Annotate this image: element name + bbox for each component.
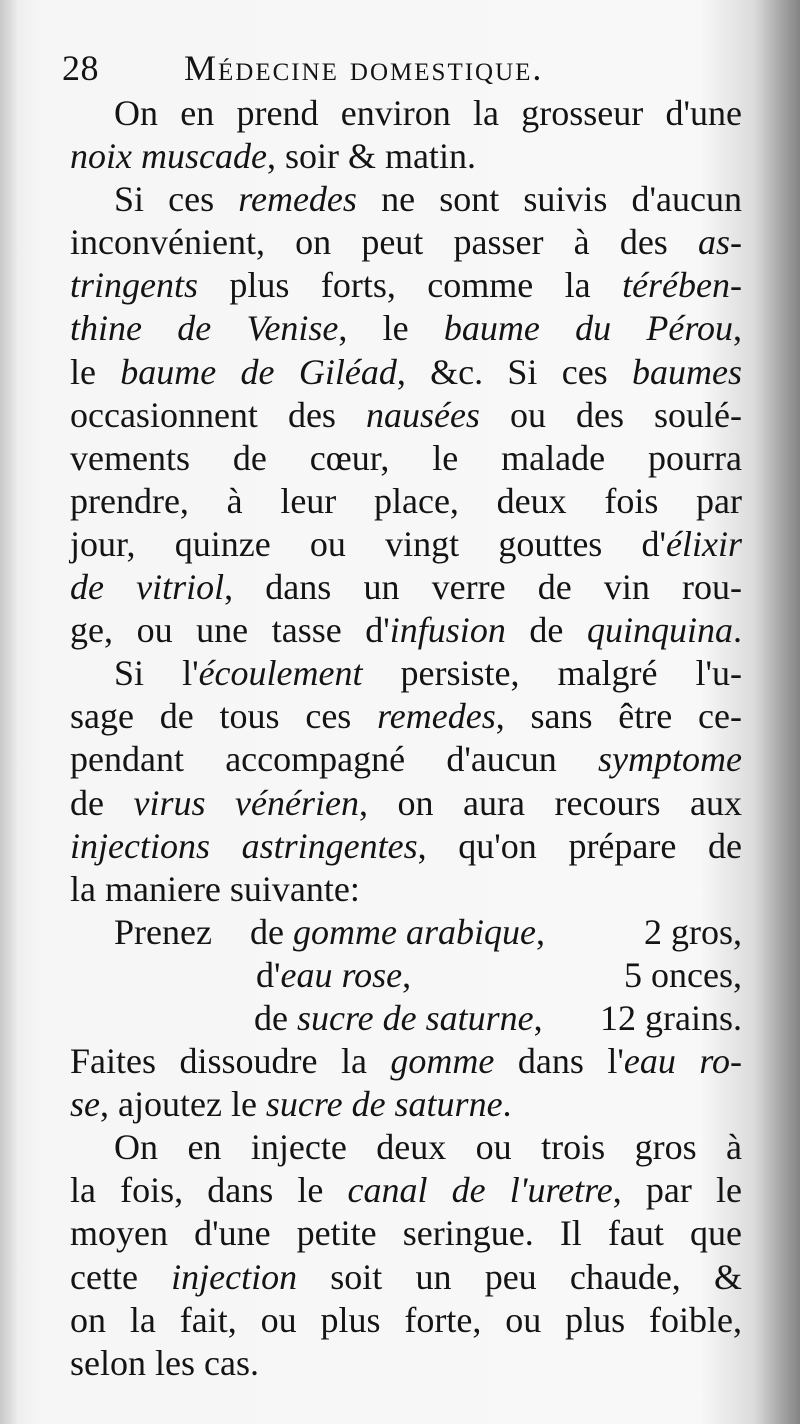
text-line [70, 1083, 742, 1126]
text-run: on la fait, ou plus forte, ou plus foible, [70, 1299, 742, 1340]
text-run: vements de cœur, le malade pourra [70, 437, 742, 478]
text-line [70, 782, 742, 825]
recipe-quantity: 5 onces, [624, 954, 742, 995]
text-run: On en injecte deux ou trois gros à [114, 1127, 742, 1168]
italic-term: nausées [365, 394, 480, 435]
text-run: jour, quinze ou vingt gouttes d' [70, 523, 667, 564]
text-run: . [733, 610, 742, 651]
text-line [70, 1126, 742, 1169]
italic-term: injections astringentes [70, 825, 418, 866]
text-run: de [505, 610, 587, 651]
text-run: selon les cas. [70, 1342, 259, 1383]
text-run: , sans être ce- [495, 696, 742, 737]
text-run: , le [338, 308, 444, 349]
text-run: ou des soulé- [479, 394, 742, 435]
italic-term: se [70, 1084, 100, 1125]
ingredient-name: eau rose [280, 954, 403, 995]
ingredient-name: sucre de saturne [296, 997, 534, 1038]
text-line [70, 652, 742, 695]
text-run: On en prend environ la grosseur d'une [114, 93, 742, 133]
text-run: ne sont suivis d'aucun [356, 179, 742, 220]
italic-term: gomme [390, 1041, 495, 1082]
text-line [70, 1256, 742, 1299]
italic-term: élixir [666, 523, 742, 564]
text-run: , qu'on prépare de [417, 825, 742, 866]
italic-term: symptome [598, 739, 742, 780]
text-line [70, 264, 742, 307]
text-line [70, 351, 742, 394]
text-run: persiste, malgré l'u- [362, 653, 742, 694]
italic-term: écoulement [198, 653, 363, 694]
italic-term: remedes [238, 179, 357, 220]
text-line [70, 178, 742, 221]
ingredient-punct: , [535, 911, 545, 952]
text-run: , dans un verre de vin rou- [224, 567, 742, 608]
recipe-row [70, 954, 742, 997]
text-line [70, 609, 742, 652]
text-run: Si l' [114, 653, 199, 694]
text-run: , &c. Si ces [396, 351, 632, 392]
recipe-row [70, 997, 742, 1040]
italic-term: tringents [70, 265, 199, 306]
italic-term: virus vénérien [133, 782, 359, 823]
text-run: , par le [612, 1170, 742, 1211]
text-line [70, 437, 742, 480]
text-line [70, 480, 742, 523]
recipe-quantity: 2 gros, [644, 911, 742, 952]
text-line [70, 307, 742, 350]
ingredient-punct: , [402, 954, 412, 995]
running-header [62, 40, 762, 96]
ingredient-punct: , [533, 997, 543, 1038]
text-run: plus forts, comme la [198, 265, 623, 306]
italic-term: baumes [632, 351, 742, 392]
recipe-ingredient [256, 954, 411, 997]
italic-term: de vitriol [70, 567, 225, 608]
paragraph-block [70, 92, 742, 911]
text-line [70, 825, 742, 868]
text-run: sage de tous ces [70, 696, 378, 737]
text-line [70, 1040, 742, 1083]
text-run: cette [70, 1256, 172, 1297]
text-line [70, 1342, 742, 1385]
text-run: le [70, 351, 121, 392]
text-line [70, 1169, 742, 1212]
italic-term: baume de Giléad [120, 351, 397, 392]
italic-term: quinquina [586, 610, 733, 651]
italic-term: noix muscade [70, 136, 267, 177]
text-run: soit un peu chaude, & [297, 1256, 742, 1297]
recipe-lead: Prenez [114, 911, 212, 952]
paragraph-block [70, 1040, 742, 1385]
text-line [70, 523, 742, 566]
ingredient-name: gomme arabique [292, 911, 536, 952]
text-run: de [70, 782, 134, 823]
text-run: la fois, dans le [70, 1170, 348, 1211]
recipe-row [70, 911, 742, 954]
italic-term: as- [698, 222, 742, 263]
body-text [70, 92, 742, 1385]
text-run: dans l' [494, 1041, 624, 1082]
text-run: . [502, 1084, 512, 1125]
italic-term: eau ro- [623, 1041, 742, 1082]
text-line [70, 1299, 742, 1342]
text-line [70, 695, 742, 738]
text-line [70, 135, 742, 178]
recipe-quantity: 12 grains. [600, 997, 742, 1038]
text-run: , [733, 308, 742, 349]
ingredient-prefix: d' [256, 954, 281, 995]
text-run: Faites dissoudre la [70, 1041, 391, 1082]
ingredient-prefix: de [254, 997, 297, 1038]
recipe-block [70, 911, 742, 1040]
text-run: la maniere suivante: [70, 868, 360, 909]
running-title: Médecine domestique. [184, 48, 544, 88]
text-line [70, 221, 742, 264]
italic-term: sucre de saturne [265, 1084, 503, 1125]
text-line [70, 868, 742, 911]
text-line [70, 566, 742, 609]
recipe-ingredient [250, 911, 545, 954]
italic-term: remedes [377, 696, 496, 737]
italic-term: térében- [622, 265, 742, 306]
text-run: inconvénient, on peut passer à des [70, 222, 698, 263]
text-run: prendre, à leur place, deux fois par [70, 480, 742, 521]
text-line [70, 738, 742, 781]
page-number: 28 [62, 48, 99, 88]
text-run: , ajoutez le [100, 1084, 266, 1125]
italic-term: infusion [389, 610, 506, 651]
text-run: moyen d'une petite seringue. Il faut que [70, 1213, 742, 1254]
text-line [70, 1212, 742, 1255]
italic-term: canal de l'uretre [347, 1170, 613, 1211]
text-run: ge, ou une tasse d' [70, 610, 390, 651]
text-run: , on aura recours aux [358, 782, 742, 823]
text-run: Si ces [114, 179, 239, 220]
text-line [70, 394, 742, 437]
italic-term: baume du Pérou [443, 308, 733, 349]
italic-term: injection [171, 1256, 298, 1297]
text-run: , soir & matin. [266, 136, 476, 177]
recipe-ingredient [254, 997, 543, 1040]
ingredient-prefix: de [250, 911, 293, 952]
text-line [70, 92, 742, 135]
text-run: pendant accompagné d'aucun [70, 739, 599, 780]
italic-term: thine de Venise [70, 308, 339, 349]
text-run: occasionnent des [70, 394, 366, 435]
